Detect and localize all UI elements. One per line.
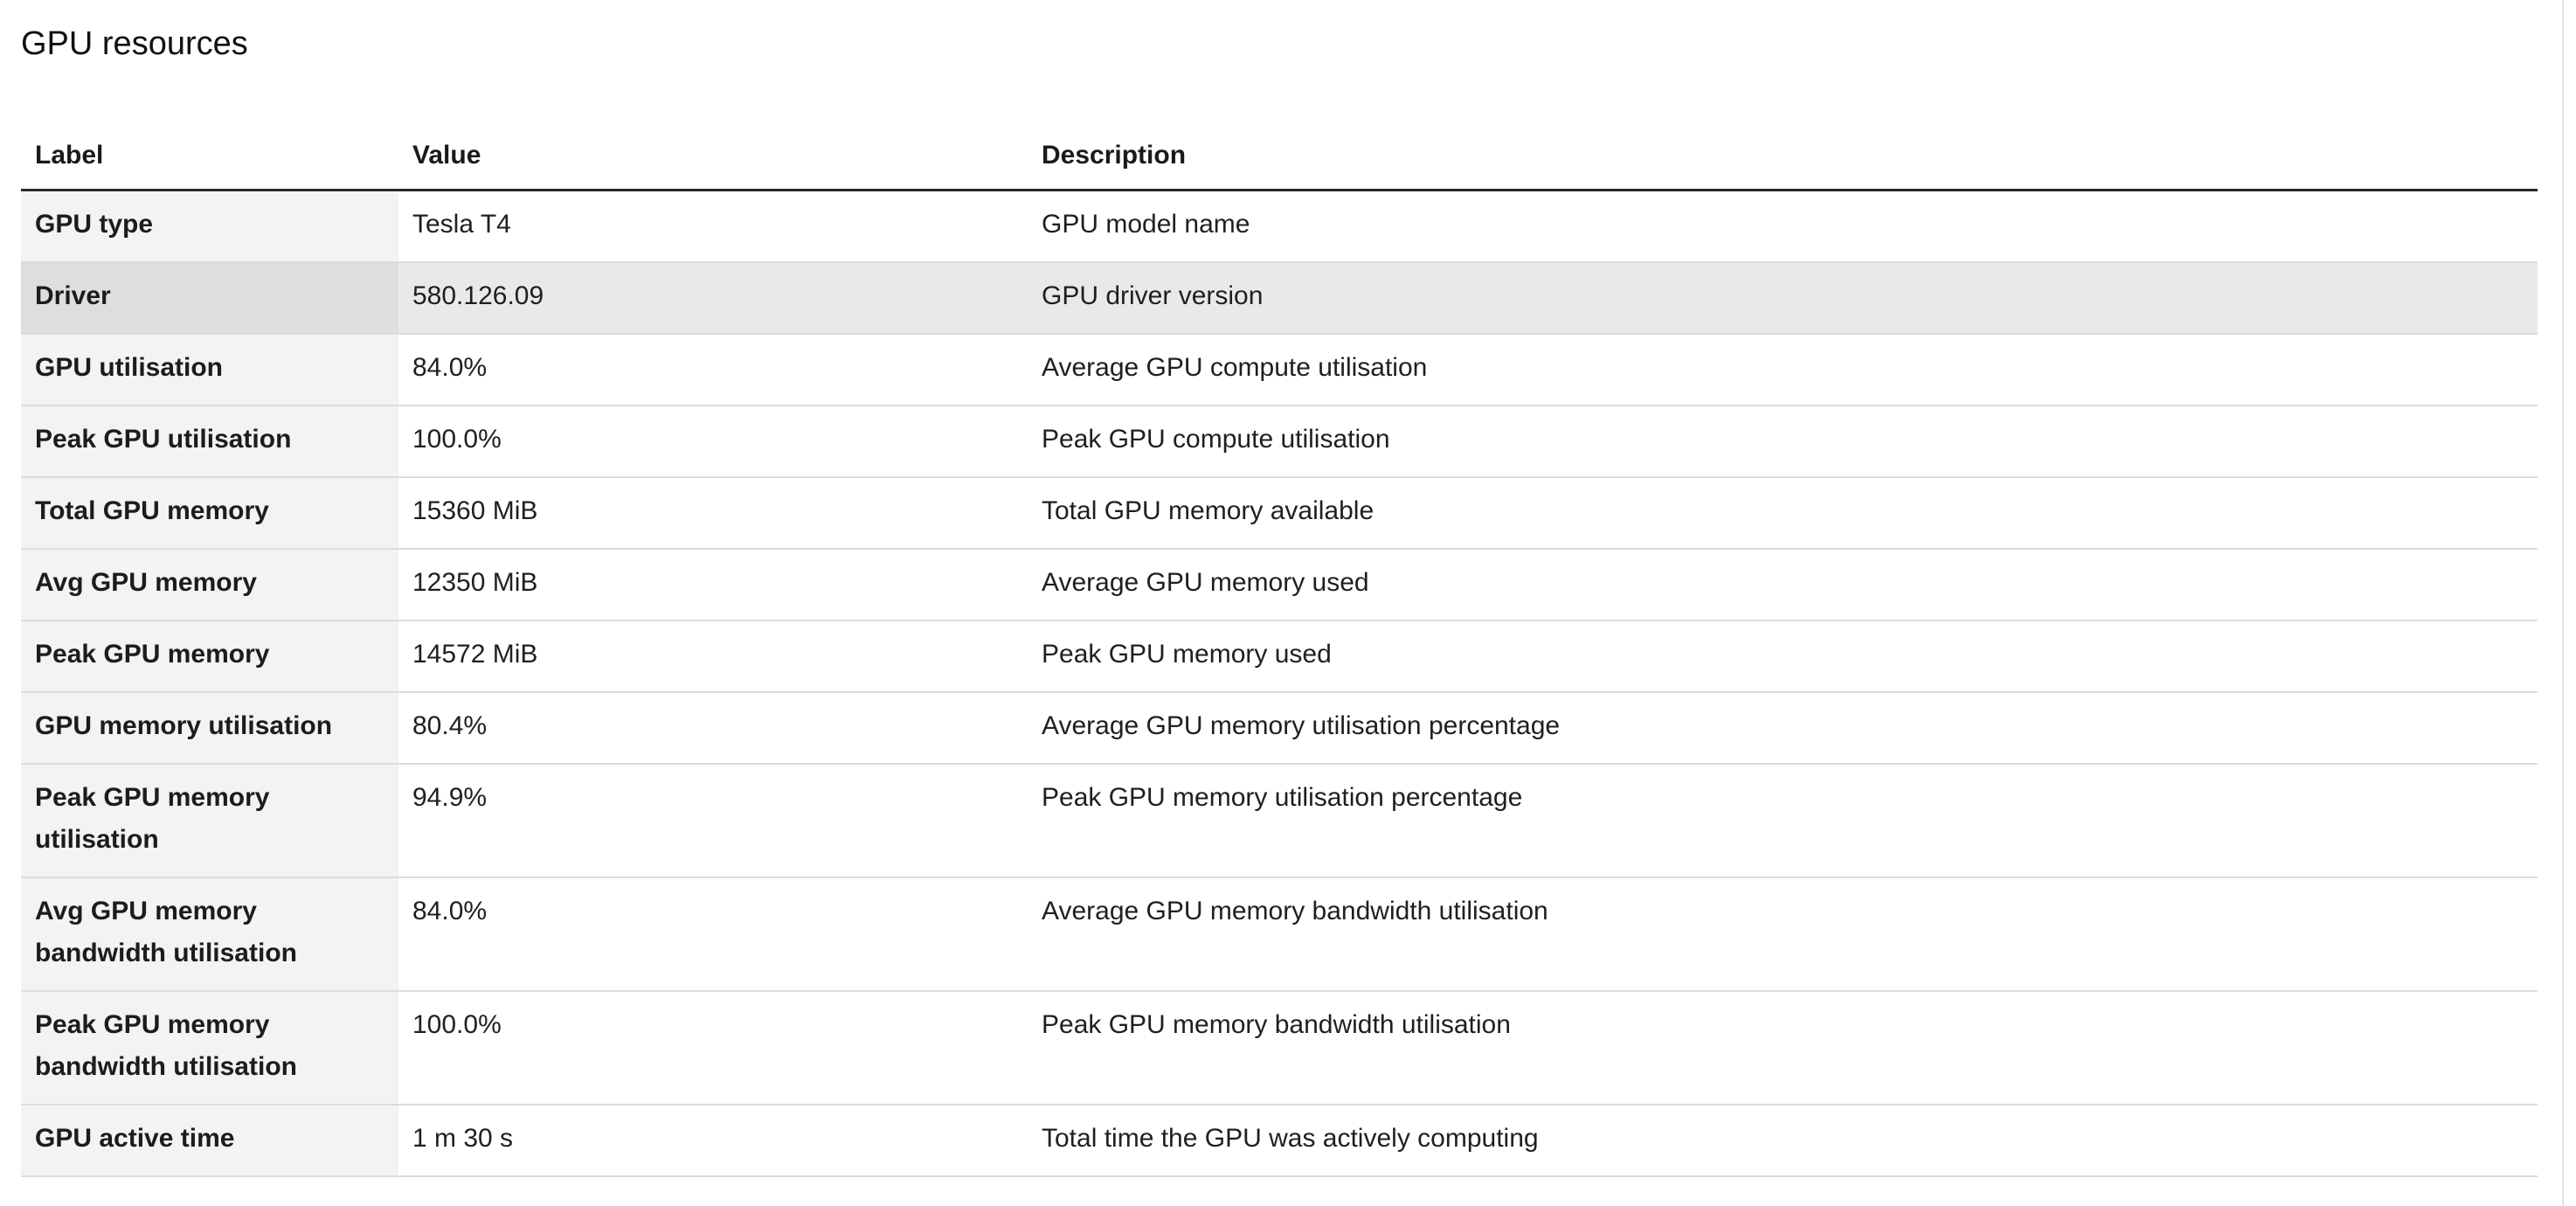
table-row xyxy=(21,191,2538,262)
row-value: Tesla T4 xyxy=(398,191,1028,262)
row-label: GPU active time xyxy=(21,1105,398,1176)
row-value: 100.0% xyxy=(398,991,1028,1105)
gpu-resources-table xyxy=(21,122,2538,1177)
table-row xyxy=(21,1105,2538,1176)
row-label: GPU memory utilisation xyxy=(21,692,398,764)
table-row xyxy=(21,405,2538,477)
table-row xyxy=(21,991,2538,1105)
row-label: Avg GPU memory bandwidth utilisation xyxy=(21,877,398,991)
row-value: 14572 MiB xyxy=(398,620,1028,692)
table-row xyxy=(21,620,2538,692)
row-description: GPU driver version xyxy=(1028,262,2538,334)
row-value: 1 m 30 s xyxy=(398,1105,1028,1176)
row-label: Peak GPU memory xyxy=(21,620,398,692)
table-row xyxy=(21,877,2538,991)
row-label: GPU type xyxy=(21,191,398,262)
page-right-border xyxy=(2562,0,2564,1206)
section-title: GPU resources xyxy=(21,25,248,62)
row-description: Total time the GPU was actively computing xyxy=(1028,1105,2538,1176)
table-row xyxy=(21,334,2538,405)
row-label: Peak GPU memory utilisation xyxy=(21,764,398,877)
row-value: 84.0% xyxy=(398,334,1028,405)
column-header-value: Value xyxy=(398,122,1028,191)
table-row xyxy=(21,764,2538,877)
row-description: Peak GPU memory bandwidth utilisation xyxy=(1028,991,2538,1105)
row-label: Peak GPU memory bandwidth utilisation xyxy=(21,991,398,1105)
row-description: Total GPU memory available xyxy=(1028,477,2538,549)
table-row xyxy=(21,262,2538,334)
column-header-label: Label xyxy=(21,122,398,191)
table-row xyxy=(21,477,2538,549)
row-description: Average GPU compute utilisation xyxy=(1028,334,2538,405)
row-description: Average GPU memory bandwidth utilisation xyxy=(1028,877,2538,991)
row-label: Peak GPU utilisation xyxy=(21,405,398,477)
column-header-description: Description xyxy=(1028,122,2538,191)
table-row xyxy=(21,692,2538,764)
row-label: GPU utilisation xyxy=(21,334,398,405)
row-value: 580.126.09 xyxy=(398,262,1028,334)
row-label: Avg GPU memory xyxy=(21,549,398,620)
row-value: 94.9% xyxy=(398,764,1028,877)
row-value: 80.4% xyxy=(398,692,1028,764)
table-row xyxy=(21,549,2538,620)
row-value: 84.0% xyxy=(398,877,1028,991)
row-label: Total GPU memory xyxy=(21,477,398,549)
row-description: Peak GPU compute utilisation xyxy=(1028,405,2538,477)
row-description: GPU model name xyxy=(1028,191,2538,262)
table-header-row xyxy=(21,122,2538,191)
row-description: Peak GPU memory used xyxy=(1028,620,2538,692)
row-value: 12350 MiB xyxy=(398,549,1028,620)
row-value: 15360 MiB xyxy=(398,477,1028,549)
row-value: 100.0% xyxy=(398,405,1028,477)
row-description: Peak GPU memory utilisation percentage xyxy=(1028,764,2538,877)
row-label: Driver xyxy=(21,262,398,334)
row-description: Average GPU memory utilisation percentage xyxy=(1028,692,2538,764)
row-description: Average GPU memory used xyxy=(1028,549,2538,620)
